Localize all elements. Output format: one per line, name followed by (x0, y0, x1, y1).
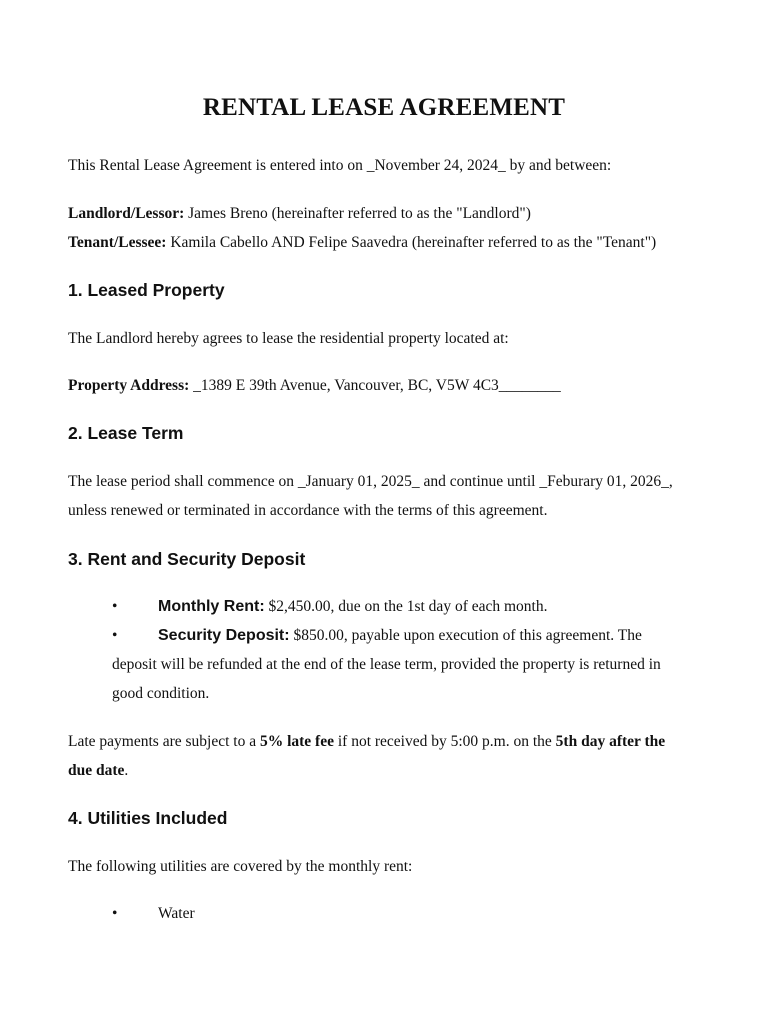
landlord-text: James Breno (hereinafter referred to as the "Landlord") (184, 205, 531, 222)
security-deposit-line-3: good condition. (112, 685, 210, 702)
security-deposit-line-1 (158, 621, 718, 650)
late-day-text-2: due date (68, 762, 125, 779)
tenant-text: Kamila Cabello AND Felipe Saavedra (hereinafter referred to as the "Tenant") (166, 234, 657, 251)
late-payment-text-mid: if not received by 5:00 p.m. on the (333, 733, 556, 750)
bullet-dot: • (112, 905, 118, 922)
utilities-paragraph: The following utilities are covered by the monthly rent: (68, 858, 413, 875)
intro-paragraph: This Rental Lease Agreement is entered into on _November 24, 2024_ by and between: (68, 157, 612, 174)
late-payment-line-2 (68, 756, 718, 785)
tenant-label: Tenant/Lessee: (68, 234, 167, 251)
monthly-rent-label: Monthly Rent: (158, 598, 265, 615)
section-heading-leased-property: 1. Leased Property (68, 280, 225, 300)
bullet-dot: • (112, 598, 118, 615)
landlord-label: Landlord/Lessor: (68, 205, 185, 222)
utility-item-water: Water (158, 905, 195, 922)
late-payment-end: . (124, 762, 129, 779)
property-address-line (68, 371, 718, 400)
late-fee-amount: 5% late fee (259, 733, 334, 750)
bullet-dot: • (112, 627, 118, 644)
monthly-rent-line (158, 592, 718, 621)
security-deposit-label: Security Deposit: (158, 627, 290, 644)
lease-term-line-1: The lease period shall commence on _January 01, 2025_ and continue until _Feburary 01, 2026_, (68, 473, 673, 490)
monthly-rent-text: $2,450.00, due on the 1st day of each month. (264, 598, 548, 615)
section-heading-utilities: 4. Utilities Included (68, 808, 228, 828)
security-deposit-text-1: $850.00, payable upon execution of this agreement. The (289, 627, 642, 644)
late-payment-text-pre: Late payments are subject to a (68, 733, 260, 750)
property-address-label: Property Address: (68, 377, 190, 394)
section-heading-lease-term: 2. Lease Term (68, 423, 184, 443)
lease-term-line-2: unless renewed or terminated in accordance with the terms of this agreement. (68, 502, 548, 519)
late-day-text-1: 5th day after the (555, 733, 666, 750)
document-title: RENTAL LEASE AGREEMENT (202, 94, 566, 121)
landlord-line (68, 199, 718, 228)
section-heading-rent-deposit: 3. Rent and Security Deposit (68, 549, 306, 569)
tenant-line (68, 228, 718, 257)
late-payment-line-1 (68, 727, 718, 756)
leased-property-paragraph: The Landlord hereby agrees to lease the residential property located at: (68, 330, 509, 347)
security-deposit-line-2: deposit will be refunded at the end of the lease term, provided the property is returned in (112, 656, 661, 673)
property-address-value: _1389 E 39th Avenue, Vancouver, BC, V5W 4C3________ (189, 377, 561, 394)
